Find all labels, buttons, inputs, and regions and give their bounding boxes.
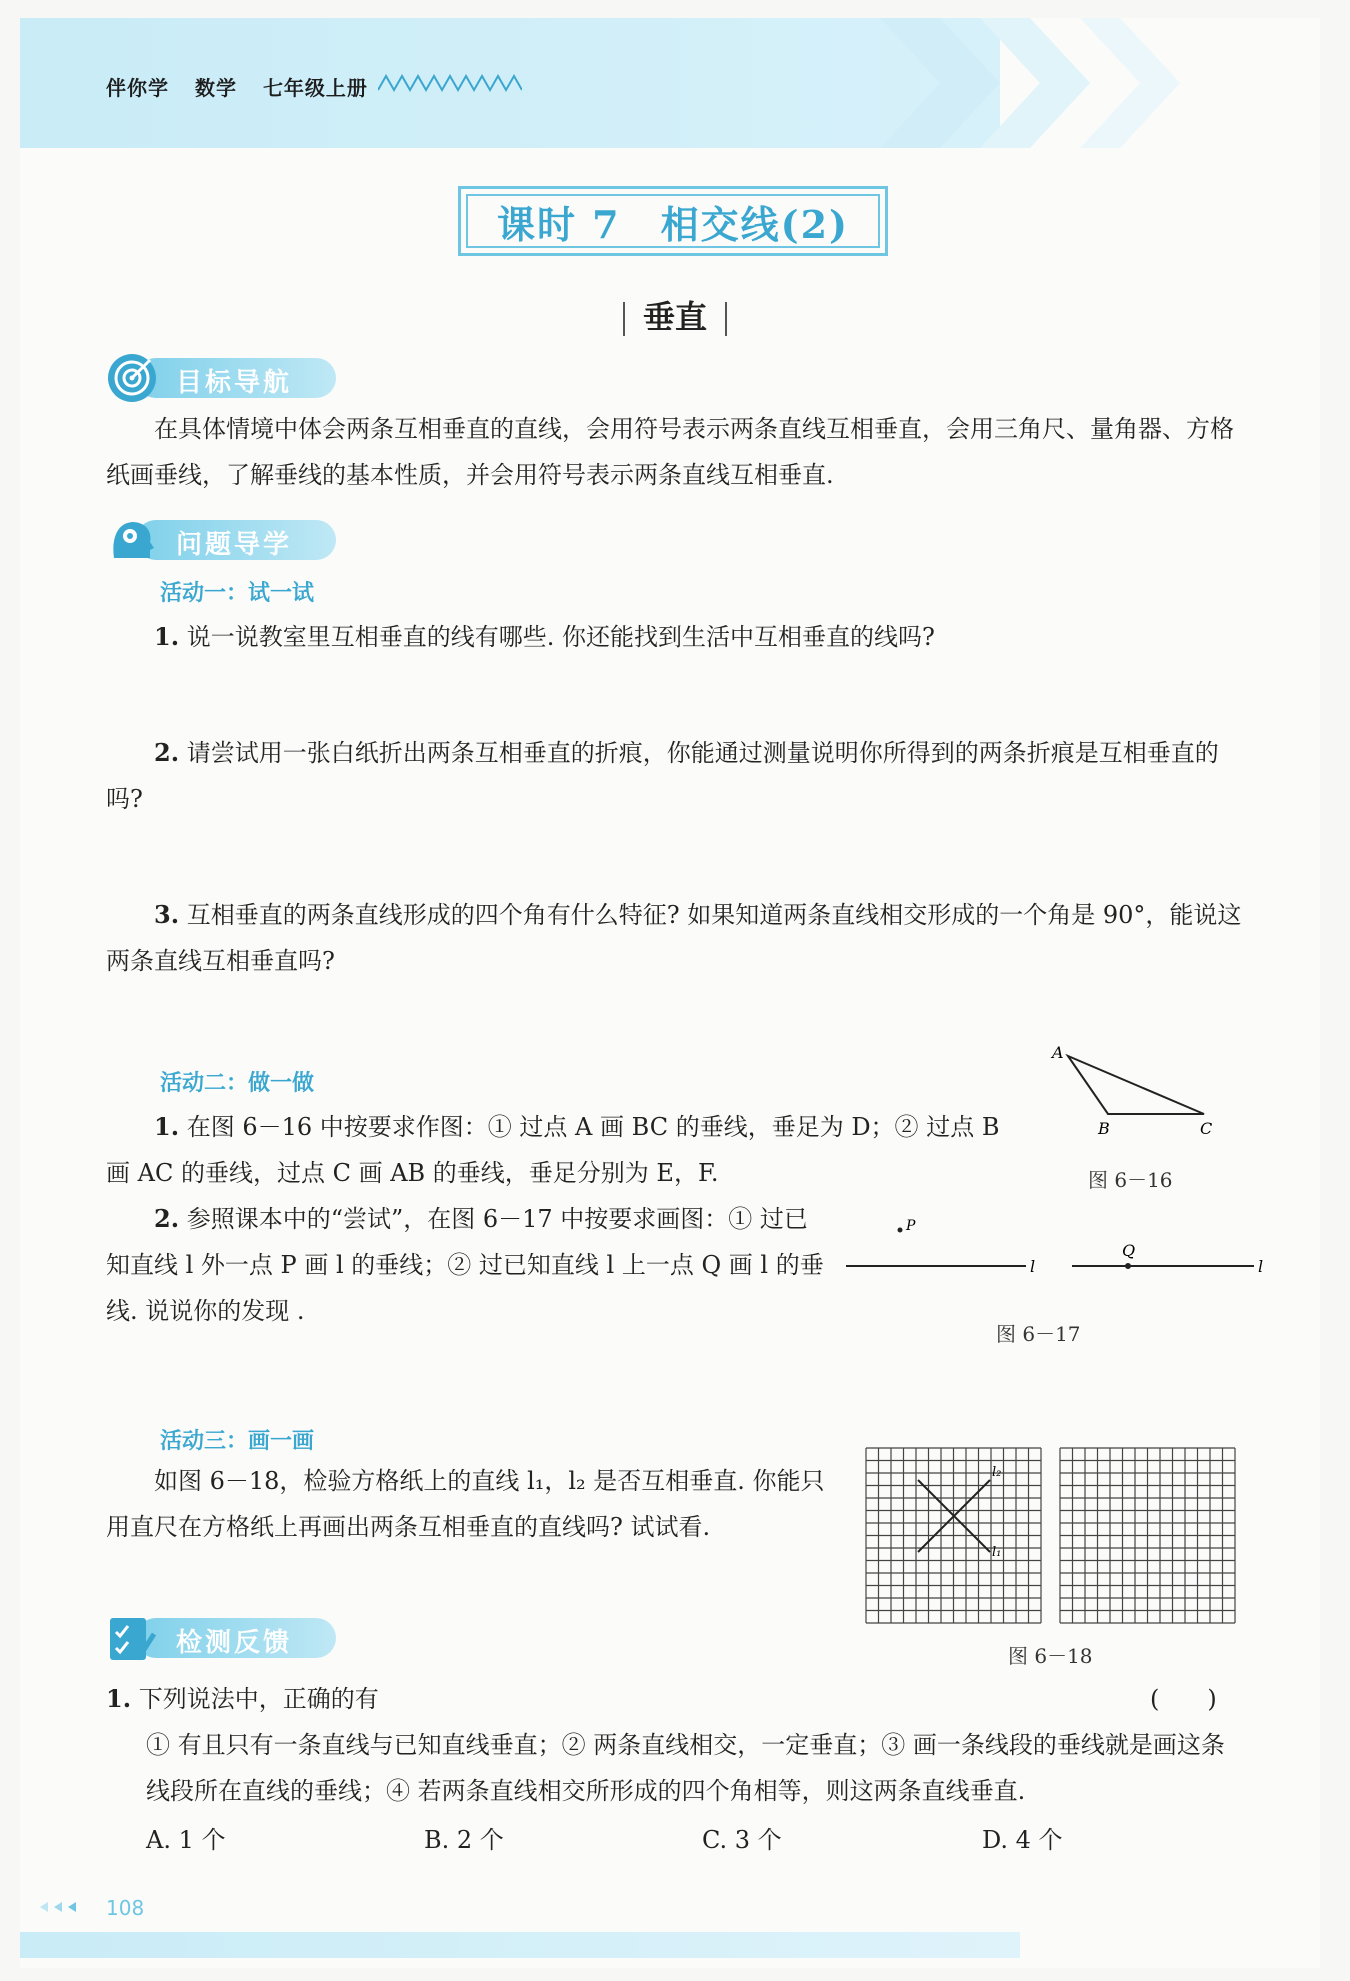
fig16-label-b: B xyxy=(1098,1119,1110,1138)
fig18-label-l1: l₁ xyxy=(992,1545,1002,1560)
section-problem-label: 问题导学 xyxy=(176,530,293,560)
section-problem xyxy=(106,514,342,564)
q-number: 2. xyxy=(154,738,180,767)
q-text: 请尝试用一张白纸折出两条互相垂直的折痕，你能通过测量说明你所得到的两条折痕是互相垂直的吗? xyxy=(106,739,1219,813)
subheading xyxy=(0,292,1350,338)
q-number: 1. xyxy=(106,1684,132,1713)
page-number: 108 xyxy=(106,1896,145,1920)
activity1-q1 xyxy=(106,614,1242,660)
activity1-q2 xyxy=(106,730,1242,822)
header-grade: 七年级上册 xyxy=(262,76,368,100)
feedback-q1-body: ① 有且只有一条直线与已知直线垂直；② 两条直线相交，一定垂直；③ 画一条线段的垂线就是画这条线段所在直线的垂线；④ 若两条直线相交所形成的四个角相等，则这两条直线垂直. xyxy=(146,1731,1225,1805)
q-number: 1. xyxy=(154,622,180,651)
header-subject: 数学 xyxy=(194,76,237,100)
choice-b: B. 2 个 xyxy=(424,1826,504,1854)
fig17-label-q: Q xyxy=(1122,1241,1136,1260)
fig16-caption: 图 6－16 xyxy=(1088,1168,1173,1192)
activity3-text: 如图 6－18，检验方格纸上的直线 l₁，l₂ 是否互相垂直. 你能只用直尺在方格纸上再画出两条互相垂直的直线吗? 试试看. xyxy=(106,1467,825,1541)
choice-c: C. 3 个 xyxy=(702,1826,782,1854)
fig16-label-c: C xyxy=(1200,1119,1213,1138)
checklist-icon xyxy=(106,1612,158,1664)
fig16-label-a: A xyxy=(1052,1043,1064,1062)
activity2-q2 xyxy=(106,1196,828,1334)
q-text: 下列说法中，正确的有 xyxy=(138,1685,379,1713)
choice-a: A. 1 个 xyxy=(146,1826,226,1854)
figure-6-18-grid-left xyxy=(864,1446,1044,1628)
fig17-caption: 图 6－17 xyxy=(996,1322,1081,1346)
zigzag-decoration xyxy=(378,74,522,94)
q-text: 说一说教室里互相垂直的线有哪些. 你还能找到生活中互相垂直的线吗? xyxy=(186,623,935,651)
figure-6-18-grid-right xyxy=(1058,1446,1238,1628)
activity1-q3 xyxy=(106,892,1242,984)
q-text: 在图 6－16 中按要求作图：① 过点 A 画 BC 的垂线，垂足为 D；② 过点 B 画 AC 的垂线，过点 C 画 AB 的垂线，垂足分别为 E，F. xyxy=(106,1113,1000,1187)
fig18-caption: 图 6－18 xyxy=(1008,1644,1093,1668)
fig17-label-l1: l xyxy=(1030,1257,1036,1276)
q-number: 1. xyxy=(154,1112,180,1141)
q-text: 参照课本中的“尝试”，在图 6－17 中按要求画图：① 过已知直线 l 外一点 P 画 l 的垂线；② 过已知直线 l 上一点 Q 画 l 的垂线. 说说你的发现 . xyxy=(106,1205,824,1325)
section-goal-label: 目标导航 xyxy=(176,368,293,398)
lesson-title-box xyxy=(458,186,888,256)
q-text: 互相垂直的两条直线形成的四个角有什么特征? 如果知道两条直线相交形成的一个角是 90°，能说这两条直线互相垂直吗? xyxy=(106,901,1242,975)
q-number: 2. xyxy=(154,1204,180,1233)
choice-d: D. 4 个 xyxy=(982,1826,1063,1854)
goal-text: 在具体情境中体会两条互相垂直的直线，会用符号表示两条直线互相垂直，会用三角尺、量角器、方格纸画垂线，了解垂线的基本性质，并会用符号表示两条直线互相垂直. xyxy=(106,415,1234,489)
lesson-title: 课时 7 相交线(2) xyxy=(496,201,850,247)
section-goal xyxy=(106,352,342,402)
activity2-title: 活动二：做一做 xyxy=(160,1071,315,1096)
header-text xyxy=(106,72,386,101)
fig18-label-l2: l₂ xyxy=(992,1465,1002,1480)
answer-bracket: ( ) xyxy=(1150,1685,1217,1713)
chevron-decoration-3 xyxy=(1080,18,1200,148)
footer-band xyxy=(20,1932,1020,1958)
fig17-label-l2: l xyxy=(1258,1257,1264,1276)
subheading-bar-left xyxy=(623,302,625,336)
section-feedback xyxy=(106,1612,342,1662)
q-number: 3. xyxy=(154,900,180,929)
subheading-bar-right xyxy=(725,302,727,336)
activity1-title: 活动一：试一试 xyxy=(160,581,315,606)
subheading-text: 垂直 xyxy=(642,298,707,336)
activity3-title: 活动三：画一画 xyxy=(160,1429,315,1454)
head-gear-icon xyxy=(106,514,158,566)
header-book: 伴你学 xyxy=(106,76,169,100)
activity2-q1 xyxy=(106,1104,1026,1196)
figure-6-16 xyxy=(1040,1040,1220,1140)
feedback-q1 xyxy=(106,1676,1242,1722)
fig17-label-p: P xyxy=(906,1218,916,1234)
page-arrow-decoration xyxy=(40,1900,100,1914)
section-feedback-label: 检测反馈 xyxy=(176,1628,293,1658)
target-icon xyxy=(106,352,158,404)
figure-6-17 xyxy=(836,1210,1276,1280)
